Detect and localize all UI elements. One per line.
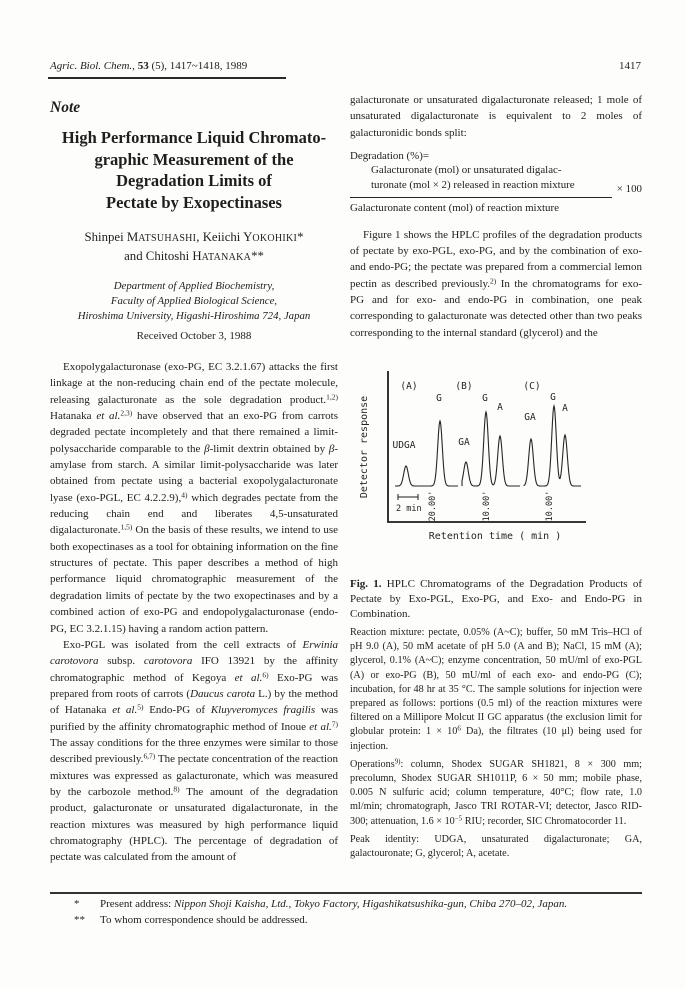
journal-citation: Agric. Biol. Chem., 53 (5), 1417~1418, 1989 — [50, 60, 248, 72]
authors — [50, 229, 338, 266]
peak-label: GA — [458, 437, 470, 448]
footnote-rule — [50, 892, 642, 894]
peak-label: UDGA — [392, 440, 416, 451]
degradation-formula — [350, 150, 642, 215]
right-column-body — [350, 92, 642, 341]
figure-caption-reaction-mixture: Reaction mixture: pectate, 0.05% (A~C); buffer, 50 mM Tris–HCl of pH 9.0 (A), 50 mM acetate of pH 5.0 (A and B); NaCl, 15 mM (A); glycerol, 0.1% (A~C); enzyme concentration, 50 mU/ml of exo-PGL (A) or exo-PG (B), 50 mU/ml of each exo- and endo-PG (C); incubation, for 48 hr at 35 °C. The sample solutions for injection were prepared as follows: portions (0.5 ml) of the reaction mixtures were filtered on a Millipore Molcut II GC apparatus (the exclusion limit for globular protein: $1 \times 10^6$ Da), the filtrates (10 μl) being used for injection. — [350, 627, 642, 752]
scale-bar — [398, 494, 418, 500]
panel-label: (B) — [455, 381, 473, 392]
panel-label: (A) — [400, 381, 418, 392]
formula-multiplier: × 100 — [616, 182, 642, 195]
footnote-correspondence — [74, 913, 650, 929]
note-label: Note — [50, 99, 81, 116]
authors-line-2: and Chitoshi HATANAKA** — [124, 248, 264, 263]
peak-label: A — [497, 402, 503, 413]
retention-time-mark: 10.00' — [482, 490, 492, 522]
footnote-present-address — [74, 897, 650, 913]
scale-bar-label: 2 min — [396, 504, 422, 514]
left-column-body — [50, 359, 338, 866]
figure-caption-title: Fig. 1. HPLC Chromatograms of the Degradation Products of Pectate by Exo-PGL, Exo-PG, and Exo- and Endo-PG in Combination. — [350, 578, 642, 620]
figure-caption-operations: Operations$^{9)}$: column, Shodex SUGAR SH1821, 8 × 300 mm; precolumn, Shodex SUGAR SH1011P, 6 × 50 mm; mobile phase, 0.005 N sulfuric acid; column temperature, 40°C; flow rate, 1.0 ml/min; chromatograph, Jasco TRI ROTAR-VI; detector, Jasco RID-300; attenuation, $1.6 \times 10^{-5}$ RIU; recorder, SIC Chromatocorder 11. — [350, 758, 642, 827]
footnote-text: To whom correspondence should be addressed. — [100, 913, 308, 926]
panel-label: (C) — [523, 381, 541, 392]
header-rule — [48, 77, 286, 79]
formula-denominator: Galacturonate content (mol) of reaction mixture — [350, 197, 612, 215]
article-title: High Performance Liquid Chromato- graphic Measurement of the Degradation Limits of Pectate by Exopectinases — [61, 128, 327, 212]
chromatogram-trace — [462, 412, 520, 486]
x-axis-label: Retention time ( min ) — [428, 531, 562, 542]
footnote-text: Present address: Nippon Shoji Kaisha, Ltd., Tokyo Factory, Higashikatsushika-gun, Chiba 270–02, Japan. — [100, 898, 568, 910]
y-axis-label: Detector response — [359, 395, 370, 499]
peak-label: G — [550, 392, 556, 403]
retention-time-mark: 10.00' — [545, 490, 555, 522]
peak-label: G — [436, 393, 442, 404]
affiliation: Department of Applied Biochemistry, Faculty of Applied Biological Science, Hiroshima University, Higashi-Hiroshima 724, Japan — [77, 280, 311, 322]
body-paragraph-intro: Exopolygalacturonase (exo-PG, EC 3.2.1.67) attacks the first linkage at the non-reducing chain end of the pectate molecule, releasing galacturonate as the sole degradation product.$^{1,2)}$ Hatanaka et al.$^{2,3)}$ have observed that an exo-PG from carrots degraded pectate incompletely and that there remained a limit-polysaccharide comparable to the β-limit dextrin obtained by β-amylase from starch. A similar limit-polysaccharide was later obtained from pectate using a bacterial exopolygalacturonate lyase (exo-PGL, EC 4.2.2.9),$^{4)}$ which degrades pectate from the reducing chain end and liberates 4,5-unsaturated digalacturonate.$^{1,5)}$ On the basis of these results, we intend to use both exopectinases as a tool for obtaining information on the fine structures of pectate. This paper describes a method of high performance liquid chromatographic measurement of the degradation limits of pectate by the two exopectinases and by a combined action of exo-PG and endopolygalacturonase (endo-PG, EC 3.2.1.15) having a random action pattern. — [50, 361, 339, 635]
formula-lead: Degradation (%)= — [350, 149, 430, 162]
peak-label: GA — [524, 412, 536, 423]
body-paragraph-results: Figure 1 shows the HPLC profiles of the degradation products of pectate by exo-PGL, exo-PG, and by the combination of exo- and endo-PG; the pectate was prepared from a commercial lemon pectin as described previously.$^{2)}$ In the chromatograms for exo-PG and for exo- and endo-PG in combination, one peak corresponding to galacturonate was detected other than two peaks corresponding to the internal standard (glycerol) and the — [350, 228, 642, 339]
peak-label: G — [482, 393, 488, 404]
figure-1 — [350, 362, 642, 575]
figure-chromatogram — [350, 362, 642, 575]
article-head — [50, 127, 338, 342]
authors-line-1: Shinpei MATSUHASHI, Keiichi YOKOHIKI* — [84, 230, 304, 244]
retention-time-mark: 20.00' — [428, 490, 438, 522]
figure-caption-peak-identity: Peak identity: UDGA, unsaturated digalacturonate; GA, galactouronate; G, glycerol; A, acetate. — [350, 833, 642, 860]
formula-fraction — [350, 163, 612, 215]
footnotes — [74, 897, 650, 928]
chromatogram-trace — [392, 421, 458, 486]
footnote-marker: ** — [74, 913, 85, 926]
footnote-marker: * — [74, 898, 80, 910]
page-number: 1417 — [619, 60, 641, 72]
received-date: Received October 3, 1988 — [136, 330, 252, 342]
body-paragraph-methods: Exo-PGL was isolated from the cell extracts of Erwinia carotovora subsp. carotovora IFO 13921 by the affinity chromatographic method of Kegoya et al.$^{6)}$ Exo-PG was prepared from roots of carrots (Daucus carota L.) by the method of Hatanaka et al.$^{5)}$ Endo-PG of Kluyveromyces fragilis was purified by the affinity chromatographic method of Inoue et al.$^{7)}$ The assay conditions for the three enzymes were similar to those described previously.$^{6,7)}$ The pectate concentration of the reaction mixtures was expressed as galacturonate, which was measured by the carbozole method.$^{8)}$ The amount of the degradation product, galacturonate or unsaturated digalacturonate, in the reaction mixtures was measured by high performance liquid chromatography (HPLC). The percentage of degradation of pectate was calculated from the amount of — [50, 638, 339, 864]
body-paragraph-continuation: galacturonate or unsaturated digalacturonate released; 1 mole of unsaturated digalacturonate is equivalent to 2 moles of galacturonidic bonds split: — [350, 94, 642, 139]
peak-label: A — [562, 403, 568, 414]
formula-numerator: Galacturonate (mol) or unsaturated digalac- turonate (mol × 2) released in reaction mixture — [371, 163, 575, 192]
figure-caption-block — [350, 577, 642, 861]
